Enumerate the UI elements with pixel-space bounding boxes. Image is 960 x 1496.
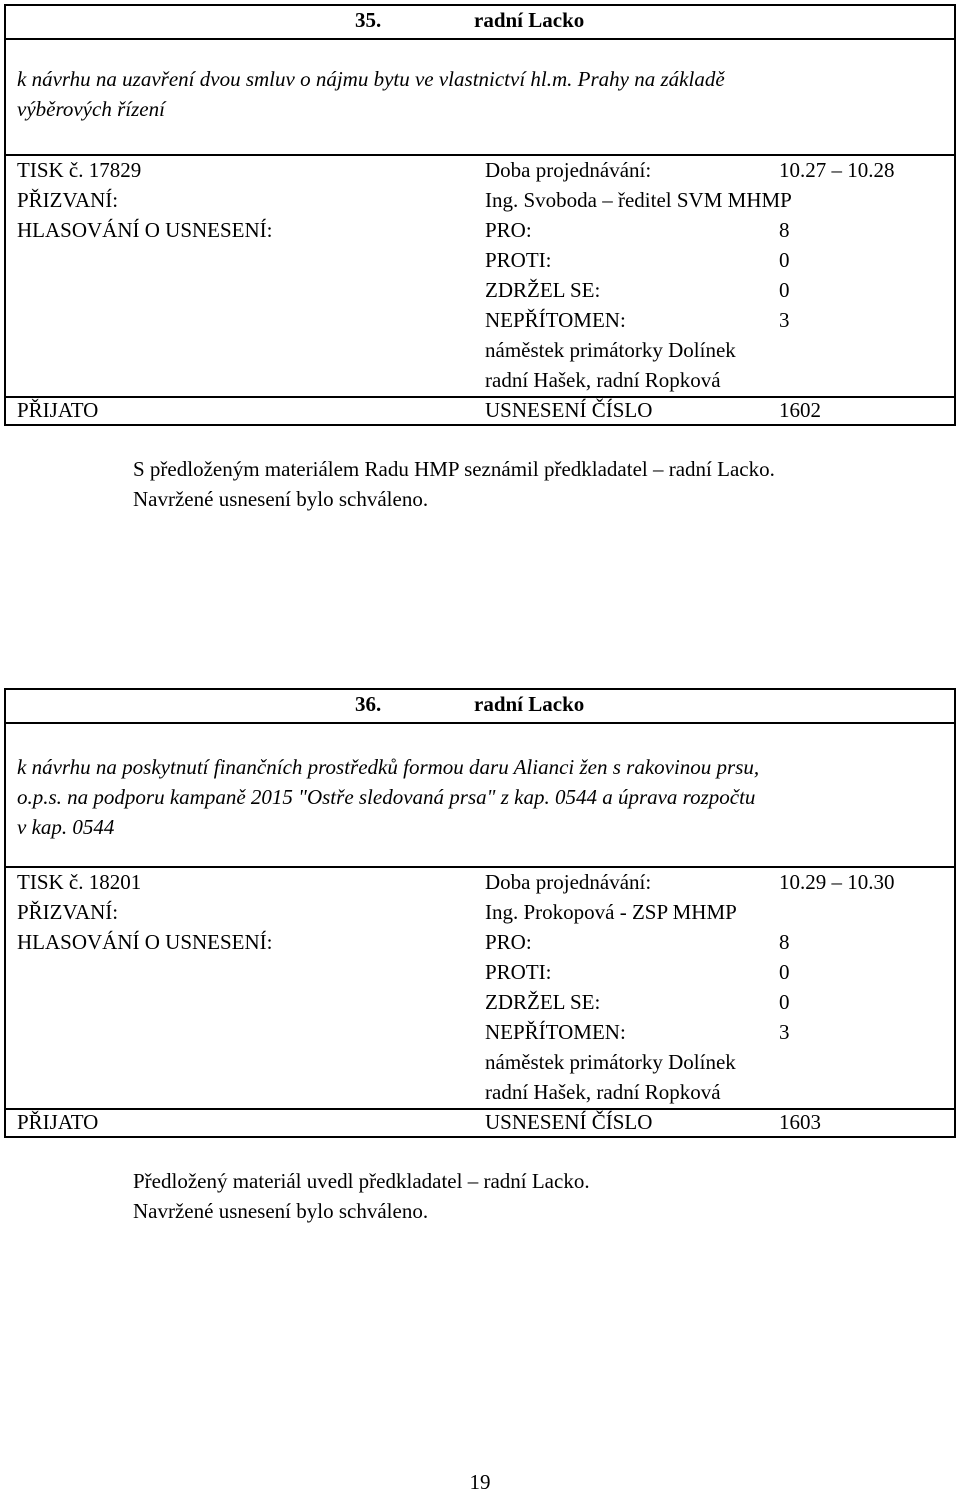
proti-label: PROTI: [485, 960, 552, 984]
item-note: S předloženým materiálem Radu HMP seznámil předkladatel – radní Lacko. Navržené usnesení bylo schváleno. [133, 457, 775, 511]
nepritomen-value: 3 [779, 1020, 790, 1044]
invited-value: Ing. Prokopová - ZSP MHMP [485, 900, 737, 924]
page-number: 19 [469, 1470, 491, 1494]
vote-row [6, 218, 954, 248]
tisk-row [6, 870, 954, 900]
vote-label: HLASOVÁNÍ O USNESENÍ: [17, 930, 273, 954]
zdrzel-label: ZDRŽEL SE: [485, 990, 601, 1014]
nepritomen-row [6, 1020, 954, 1050]
tisk-label: TISK č. 18201 [17, 870, 142, 894]
invited-label: PŘIZVANÍ: [17, 900, 119, 924]
proti-value: 0 [779, 960, 790, 984]
nepritomen-row [6, 308, 954, 338]
absent-row-1 [6, 1050, 954, 1080]
item-header [6, 6, 954, 40]
vote-row [6, 930, 954, 960]
result-status: PŘIJATO [17, 398, 99, 422]
zdrzel-label: ZDRŽEL SE: [485, 278, 601, 302]
absent-names-2: radní Hašek, radní Ropková [485, 368, 721, 392]
absent-row-2 [6, 1080, 954, 1110]
tisk-label: TISK č. 17829 [17, 158, 142, 182]
time-label: Doba projednávání: [485, 870, 652, 894]
pro-label: PRO: [485, 218, 532, 242]
item-presenter: radní Lacko [474, 692, 585, 716]
pro-value: 8 [779, 218, 790, 242]
zdrzel-row [6, 990, 954, 1020]
resolution-number: 1602 [779, 398, 821, 422]
absent-names-1: náměstek primátorky Dolínek [485, 338, 736, 362]
result-row [6, 398, 954, 428]
absent-row-2 [6, 368, 954, 398]
nepritomen-label: NEPŘÍTOMEN: [485, 308, 626, 332]
resolution-label: USNESENÍ ČÍSLO [485, 1110, 653, 1134]
item-note: Předložený materiál uvedl předkladatel – radní Lacko. Navržené usnesení bylo schváleno. [133, 1169, 590, 1223]
proti-row [6, 960, 954, 990]
invited-label: PŘIZVANÍ: [17, 188, 119, 212]
absent-names-1: náměstek primátorky Dolínek [485, 1050, 736, 1074]
agenda-item-36 [4, 688, 956, 1138]
zdrzel-value: 0 [779, 990, 790, 1014]
item-number: 36. [355, 692, 382, 716]
divider [6, 866, 954, 868]
tisk-row [6, 158, 954, 188]
result-row [6, 1110, 954, 1140]
item-subject: k návrhu na uzavření dvou smluv o nájmu bytu ve vlastnictví hl.m. Prahy na základě výběrových řízení [17, 67, 725, 121]
invited-row [6, 188, 954, 218]
proti-row [6, 248, 954, 278]
absent-names-2: radní Hašek, radní Ropková [485, 1080, 721, 1104]
invited-row [6, 900, 954, 930]
result-status: PŘIJATO [17, 1110, 99, 1134]
pro-value: 8 [779, 930, 790, 954]
pro-label: PRO: [485, 930, 532, 954]
item-subject: k návrhu na poskytnutí finančních prostředků formou daru Alianci žen s rakovinou prsu, o.p.s. na podporu kampaně 2015 "Ostře sledovaná prsa" z kap. 0544 a úprava rozpočtu v kap. 0544 [17, 755, 760, 839]
item-number: 35. [355, 8, 382, 32]
absent-row-1 [6, 338, 954, 368]
time-value: 10.27 – 10.28 [779, 158, 895, 182]
invited-value: Ing. Svoboda – ředitel SVM MHMP [485, 188, 792, 212]
divider [6, 154, 954, 156]
agenda-item-35 [4, 4, 956, 426]
zdrzel-row [6, 278, 954, 308]
item-presenter: radní Lacko [474, 8, 585, 32]
time-value: 10.29 – 10.30 [779, 870, 895, 894]
vote-label: HLASOVÁNÍ O USNESENÍ: [17, 218, 273, 242]
item-header [6, 690, 954, 724]
time-label: Doba projednávání: [485, 158, 652, 182]
resolution-label: USNESENÍ ČÍSLO [485, 398, 653, 422]
proti-label: PROTI: [485, 248, 552, 272]
zdrzel-value: 0 [779, 278, 790, 302]
proti-value: 0 [779, 248, 790, 272]
nepritomen-label: NEPŘÍTOMEN: [485, 1020, 626, 1044]
nepritomen-value: 3 [779, 308, 790, 332]
resolution-number: 1603 [779, 1110, 821, 1134]
